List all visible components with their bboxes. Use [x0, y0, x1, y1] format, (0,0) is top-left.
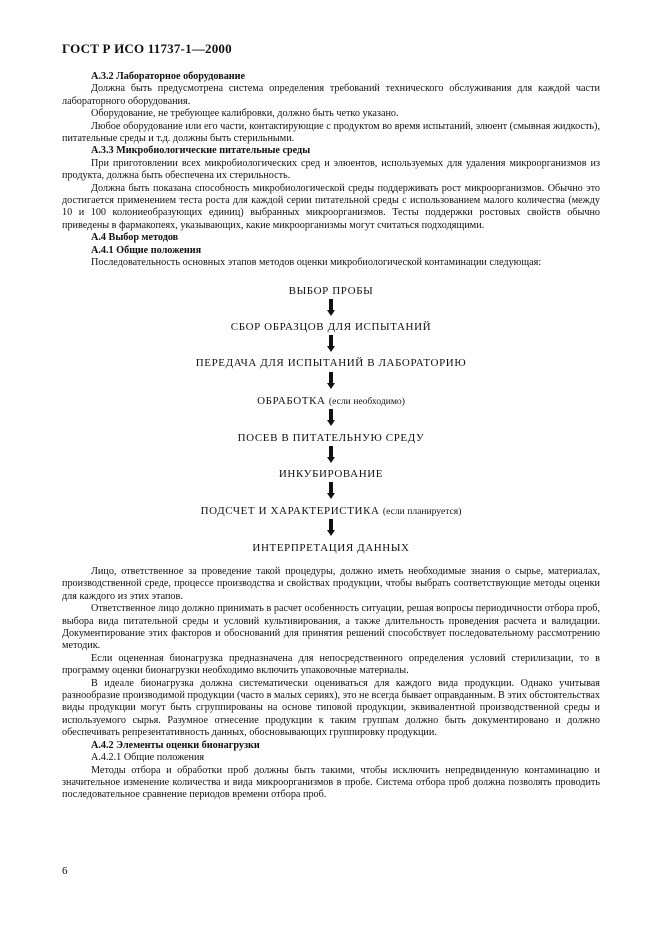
paragraph: Оборудование, не требующее калибровки, должно быть четко указано.: [91, 108, 399, 120]
paragraph: Должна быть предусмотрена система определения требований технического обслуживания для каждой части лабораторного оборудования.: [62, 83, 600, 107]
body-text-bottom: [62, 566, 600, 802]
paragraph: Любое оборудование или его части, контактирующие с продуктом во время испытаний, элюент (смывная жидкость), питательные среды и т.д. должны быть стерильными.: [62, 120, 600, 145]
page-number: 6: [62, 865, 68, 877]
paragraph: Лицо, ответственное за проведение такой процедуры, должно иметь необходимые знания о сырье, материалах, производственной среде, процессе производства и свойствах продукции, чтобы выбрать соответствующие методы оценки для каждого из этих этапов.: [62, 566, 600, 602]
section-heading: А.3.2 Лабораторное оборудование: [91, 71, 246, 82]
body-text-top: [62, 71, 600, 270]
paragraph: Если оцененная бионагрузка предназначена для непосредственного определения условий стерилизации, то в программу оценки бионагрузки необходимо включить упаковочные материалы.: [62, 652, 600, 677]
flow-step-incubation: ИНКУБИРОВАНИЕ: [278, 468, 384, 480]
flow-step-transfer-to-lab: ПЕРЕДАЧА ДЛЯ ИСПЫТАНИЙ В ЛАБОРАТОРИЮ: [195, 357, 467, 369]
flow-step-sample-collection: СБОР ОБРАЗЦОВ ДЛЯ ИСПЫТАНИЙ: [230, 321, 432, 333]
paragraph: Методы отбора и обработки проб должны быть такими, чтобы исключить непредвиденную контаминацию и значительное изменение количества и вида микроорганизмов в пробе. Система отбора проб должна позволять проводить последовательное сравнение периодов времени отбора проб.: [62, 764, 600, 801]
subsection-label: А.4.2.1 Общие положения: [91, 752, 205, 764]
flow-step-processing: ОБРАБОТКА (если необходимо): [257, 395, 405, 407]
paragraph: Ответственное лицо должно принимать в расчет особенность ситуации, решая вопросы периодичности отбора проб, выбора вида питательной среды и условий культивирования, а также длительность проведения расчета и валидации. Документирование этих факторов и обоснований для принятия решений способствует последовательному рассмотрению методик.: [62, 603, 600, 652]
paragraph: Последовательность основных этапов методов оценки микробиологической контаминации следующая:: [91, 257, 542, 269]
paragraph: В идеале бионагрузка должна систематически оцениваться для каждого вида продукции. Однако учитывая разнообразие производимой продукции (часто в малых сериях), это не всегда бывает оправданным. В этих обстоятельствах виды продукции могут быть сгруппированы на основе типовой продукции, эквивалентной производственной среды и используемого сырья. Разумное отнесение продукции к таким группам должно быть документировано и должно обеспечивать репрезентативность данных, обосновывающих группировку продукции.: [62, 677, 600, 739]
flow-step-sample-selection: ВЫБОР ПРОБЫ: [288, 285, 374, 297]
section-heading: А.3.3 Микробиологические питательные среды: [91, 145, 311, 157]
flow-step-data-interpretation: ИНТЕРПРЕТАЦИЯ ДАННЫХ: [252, 542, 410, 554]
document-header: ГОСТ Р ИСО 11737-1—2000: [62, 41, 232, 56]
section-heading: А.4.2 Элементы оценки бионагрузки: [91, 739, 260, 751]
flow-step-counting: ПОДСЧЕТ И ХАРАКТЕРИСТИКА (если планируется): [200, 505, 462, 517]
section-heading: А.4 Выбор методов: [91, 232, 179, 244]
paragraph: Должна быть показана способность микробиологической среды поддерживать рост микроорганизмов. Обычно это достигается применением теста роста для каждой серии питательной среды с использованием малого количества (между 10 и 100 колониеобразующих единиц) выбранных микроорганизмов. Тесты поддержки ростовых свойств обычно приведены в фармакопеях, указывающих, какие микроорганизмы могут считаться подходящими.: [62, 182, 600, 231]
paragraph: При приготовлении всех микробиологических сред и элюентов, используемых для удаления микроорганизмов из продукта, должна быть обеспечена их стерильность.: [62, 157, 600, 182]
section-heading: А.4.1 Общие положения: [91, 244, 202, 256]
flow-step-inoculation: ПОСЕВ В ПИТАТЕЛЬНУЮ СРЕДУ: [237, 432, 425, 444]
